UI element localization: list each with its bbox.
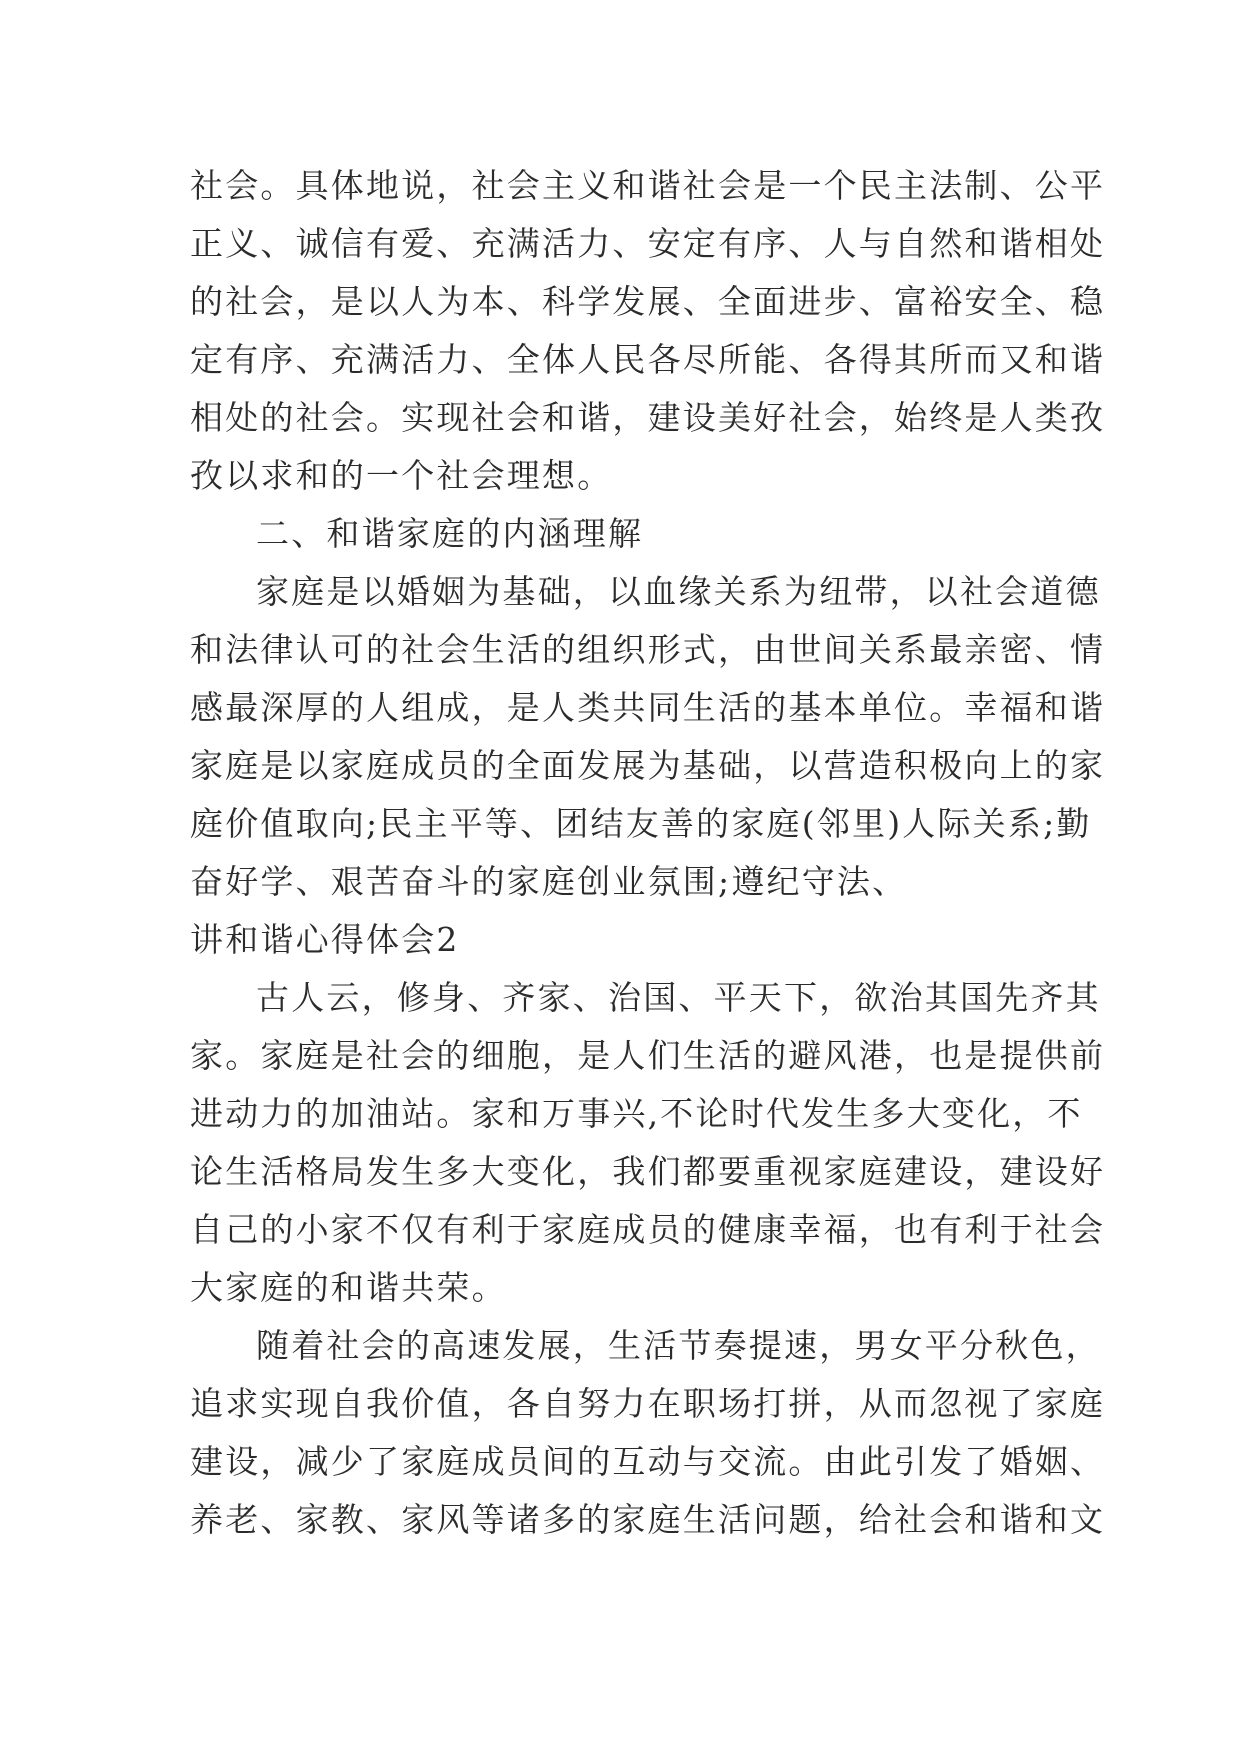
text-line: 追求实现自我价值，各自努力在职场打拼，从而忽视了家庭 — [190, 1384, 1106, 1423]
text-line: 庭价值取向;民主平等、团结友善的家庭(邻里)人际关系;勤 — [190, 804, 1092, 843]
text-line: 养老、家教、家风等诸多的家庭生活问题，给社会和谐和文 — [190, 1500, 1106, 1539]
text-line: 古人云，修身、齐家、治国、平天下，欲治其国先齐其 — [256, 978, 1101, 1017]
text-line: 社会。具体地说，社会主义和谐社会是一个民主法制、公平 — [190, 166, 1106, 205]
text-line: 家庭是以婚姻为基础，以血缘关系为纽带，以社会道德 — [256, 572, 1101, 611]
text-line: 和法律认可的社会生活的组织形式，由世间关系最亲密、情 — [190, 630, 1106, 669]
text-line: 感最深厚的人组成，是人类共同生活的基本单位。幸福和谐 — [190, 688, 1106, 727]
text-line: 自己的小家不仅有利于家庭成员的健康幸福，也有利于社会 — [190, 1210, 1106, 1249]
text-line: 的社会，是以人为本、科学发展、全面进步、富裕安全、稳 — [190, 282, 1106, 321]
document-title: 讲和谐心得体会2 — [190, 920, 460, 959]
text-line: 相处的社会。实现社会和谐，建设美好社会，始终是人类孜 — [190, 398, 1106, 437]
section-heading: 二、和谐家庭的内涵理解 — [256, 514, 644, 553]
text-line: 孜以求和的一个社会理想。 — [190, 456, 613, 495]
text-line: 大家庭的和谐共荣。 — [190, 1268, 507, 1307]
text-line: 进动力的加油站。家和万事兴,不论时代发生多大变化，不 — [190, 1094, 1083, 1133]
text-line: 建设，减少了家庭成员间的互动与交流。由此引发了婚姻、 — [190, 1442, 1106, 1481]
text-line: 家庭是以家庭成员的全面发展为基础，以营造积极向上的家 — [190, 746, 1106, 785]
text-line: 奋好学、艰苦奋斗的家庭创业氛围;遵纪守法、 — [190, 862, 908, 901]
text-line: 论生活格局发生多大变化，我们都要重视家庭建设，建设好 — [190, 1152, 1106, 1191]
text-line: 正义、诚信有爱、充满活力、安定有序、人与自然和谐相处 — [190, 224, 1106, 263]
text-line: 家。家庭是社会的细胞，是人们生活的避风港，也是提供前 — [190, 1036, 1106, 1075]
text-line: 定有序、充满活力、全体人民各尽所能、各得其所而又和谐 — [190, 340, 1106, 379]
text-line: 随着社会的高速发展，生活节奏提速，男女平分秋色， — [256, 1326, 1101, 1365]
